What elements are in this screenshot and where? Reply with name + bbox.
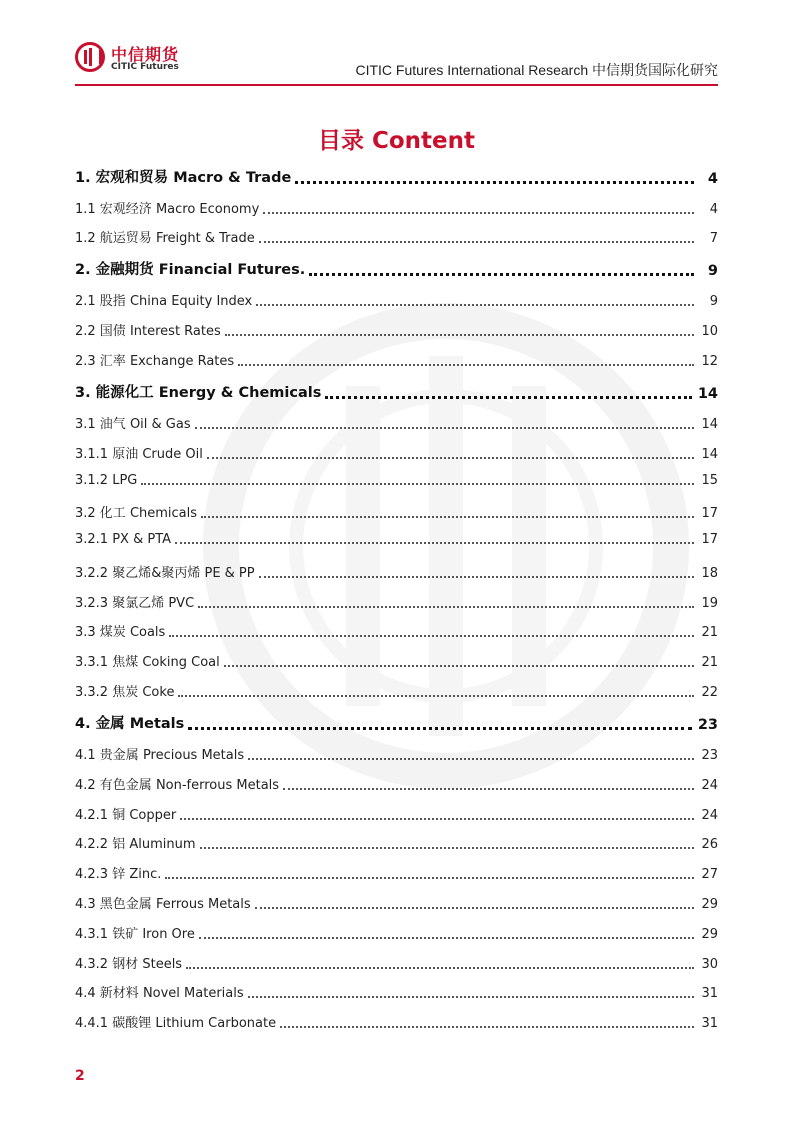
toc-entry-label: 3.2 化工 Chemicals	[75, 506, 198, 521]
toc-entry-label: 2.3 汇率 Exchange Rates	[75, 354, 235, 369]
toc-entry-page: 23	[701, 748, 718, 763]
toc-entry-label: 4.4.1 碳酸锂 Lithium Carbonate	[75, 1016, 277, 1031]
toc-entry-page: 31	[701, 1016, 718, 1031]
toc-entry-label: 2. 金融期货 Financial Futures.	[75, 262, 306, 278]
toc-leader-dots	[255, 906, 694, 909]
toc-entry[interactable]	[75, 502, 718, 521]
toc-entry-label: 4. 金属 Metals	[75, 716, 185, 732]
header-divider	[75, 84, 718, 86]
citic-logo	[75, 42, 185, 76]
toc-entry-page: 9	[707, 263, 718, 279]
toc-entry-page: 18	[701, 566, 718, 581]
toc-leader-dots	[259, 575, 694, 578]
toc-leader-dots	[200, 846, 694, 849]
toc-entry[interactable]	[75, 621, 718, 640]
toc-entry-page: 30	[701, 957, 718, 972]
toc-entry-page: 4	[707, 171, 718, 187]
toc-entry-label: 4.3.2 钢材 Steels	[75, 957, 183, 972]
toc-entry-page: 14	[697, 386, 718, 402]
toc-entry[interactable]	[75, 562, 718, 581]
toc-leader-dots	[165, 876, 694, 879]
toc-entry[interactable]	[75, 532, 718, 547]
toc-entry-page: 12	[701, 354, 718, 369]
toc-entry-label: 3. 能源化工 Energy & Chemicals	[75, 385, 322, 401]
toc-leader-dots	[295, 180, 694, 184]
toc-entry[interactable]	[75, 953, 718, 972]
toc-entry-page: 14	[701, 417, 718, 432]
toc-entry-label: 4.2.2 铝 Aluminum	[75, 837, 196, 852]
toc-entry-page: 29	[701, 897, 718, 912]
toc-entry-page: 22	[701, 685, 718, 700]
toc-entry[interactable]	[75, 1012, 718, 1031]
toc-leader-dots	[195, 426, 694, 429]
logo-chinese-text: 中信期货	[111, 45, 180, 64]
page-number: 2	[75, 1068, 85, 1084]
toc-leader-dots	[186, 966, 694, 969]
toc-entry-label: 3.3.2 焦炭 Coke	[75, 685, 175, 700]
toc-entry-label: 3.1.1 原油 Crude Oil	[75, 447, 203, 462]
toc-leader-dots	[201, 515, 694, 518]
toc-leader-dots	[198, 605, 694, 608]
toc-entry-page: 31	[701, 986, 718, 1001]
toc-leader-dots	[248, 995, 694, 998]
logo-english-text: CITIC Futures	[111, 62, 179, 72]
toc-leader-dots	[141, 482, 694, 485]
toc-entry[interactable]	[75, 413, 718, 432]
toc-entry-label: 3.1.2 LPG	[75, 473, 138, 488]
toc-leader-dots	[180, 817, 694, 820]
toc-entry-label: 3.2.3 聚氯乙烯 PVC	[75, 596, 195, 611]
toc-title: 目录 Content	[317, 128, 476, 154]
toc-leader-dots	[256, 303, 694, 306]
toc-entry-page: 17	[701, 506, 718, 521]
toc-leader-dots	[224, 664, 694, 667]
toc-entry[interactable]	[75, 893, 718, 912]
toc-entry[interactable]	[75, 473, 718, 488]
toc-entry[interactable]	[75, 320, 718, 339]
toc-entry-label: 3.1 油气 Oil & Gas	[75, 417, 191, 432]
toc-leader-dots	[283, 787, 694, 790]
toc-entry-page: 17	[701, 532, 718, 547]
toc-entry-page: 26	[701, 837, 718, 852]
toc-entry[interactable]	[75, 443, 718, 462]
toc-entry-page: 14	[701, 447, 718, 462]
toc-entry-label: 4.4 新材料 Novel Materials	[75, 986, 244, 1001]
toc-leader-dots	[169, 634, 694, 637]
toc-entry[interactable]	[75, 804, 718, 823]
toc-leader-dots	[280, 1025, 694, 1028]
toc-entry-label: 3.2.2 聚乙烯&聚丙烯 PE & PP	[75, 566, 255, 581]
toc-entry-label: 3.3 煤炭 Coals	[75, 625, 166, 640]
toc-leader-dots	[259, 240, 694, 243]
toc-leader-dots	[263, 211, 694, 214]
toc-entry[interactable]	[75, 982, 718, 1001]
toc-entry-label: 3.3.1 焦煤 Coking Coal	[75, 655, 220, 670]
toc-leader-dots	[225, 333, 694, 336]
toc-entry[interactable]	[75, 712, 718, 733]
toc-entry[interactable]	[75, 923, 718, 942]
toc-entry-page: 23	[697, 717, 718, 733]
toc-entry[interactable]	[75, 592, 718, 611]
toc-leader-dots	[188, 726, 692, 730]
toc-entry-page: 27	[701, 867, 718, 882]
toc-entry[interactable]	[75, 258, 718, 279]
toc-entry[interactable]	[75, 166, 718, 187]
toc-leader-dots	[238, 363, 694, 366]
toc-entry[interactable]	[75, 350, 718, 369]
toc-entry-page: 9	[709, 294, 718, 309]
toc-entry[interactable]	[75, 290, 718, 309]
toc-leader-dots	[199, 936, 694, 939]
toc-entry[interactable]	[75, 863, 718, 882]
toc-entry[interactable]	[75, 651, 718, 670]
toc-entry-page: 29	[701, 927, 718, 942]
toc-entry-label: 2.1 股指 China Equity Index	[75, 294, 253, 309]
toc-entry-page: 4	[709, 202, 718, 217]
toc-entry-label: 4.2.1 铜 Copper	[75, 808, 177, 823]
toc-entry-label: 2.2 国债 Interest Rates	[75, 324, 221, 339]
toc-leader-dots	[175, 541, 694, 544]
toc-entry-label: 1.1 宏观经济 Macro Economy	[75, 202, 260, 217]
page-header	[0, 0, 793, 95]
toc-entry[interactable]	[75, 744, 718, 763]
toc-entry[interactable]	[75, 381, 718, 402]
toc-entry-label: 1. 宏观和贸易 Macro & Trade	[75, 170, 292, 186]
toc-entry-label: 1.2 航运贸易 Freight & Trade	[75, 231, 255, 246]
toc-entry-label: 4.2 有色金属 Non-ferrous Metals	[75, 778, 280, 793]
toc-entry-label: 4.2.3 锌 Zinc.	[75, 867, 162, 882]
toc-entry-label: 4.3.1 铁矿 Iron Ore	[75, 927, 195, 942]
toc-leader-dots	[178, 694, 694, 697]
toc-leader-dots	[325, 395, 691, 399]
toc-entry-page: 19	[701, 596, 718, 611]
toc-leader-dots	[248, 757, 694, 760]
toc-entry-page: 15	[701, 473, 718, 488]
toc-entry-label: 4.3 黑色金属 Ferrous Metals	[75, 897, 251, 912]
toc-entry-label: 3.2.1 PX & PTA	[75, 532, 172, 547]
toc-entry-page: 10	[701, 324, 718, 339]
toc-leader-dots	[309, 272, 694, 276]
toc-entry[interactable]	[75, 774, 718, 793]
toc-entry-page: 21	[701, 625, 718, 640]
header-title: CITIC Futures International Research 中信期货国际化研究	[355, 62, 718, 78]
toc-entry-page: 21	[701, 655, 718, 670]
toc-entry-page: 24	[701, 778, 718, 793]
citic-emblem-icon	[75, 42, 105, 72]
toc-entry[interactable]	[75, 833, 718, 852]
toc-entry-page: 7	[709, 231, 718, 246]
toc-entry[interactable]	[75, 198, 718, 217]
toc-leader-dots	[207, 456, 694, 459]
toc-entry-page: 24	[701, 808, 718, 823]
toc-entry[interactable]	[75, 227, 718, 246]
toc-entry-label: 4.1 贵金属 Precious Metals	[75, 748, 245, 763]
toc-entry[interactable]	[75, 681, 718, 700]
